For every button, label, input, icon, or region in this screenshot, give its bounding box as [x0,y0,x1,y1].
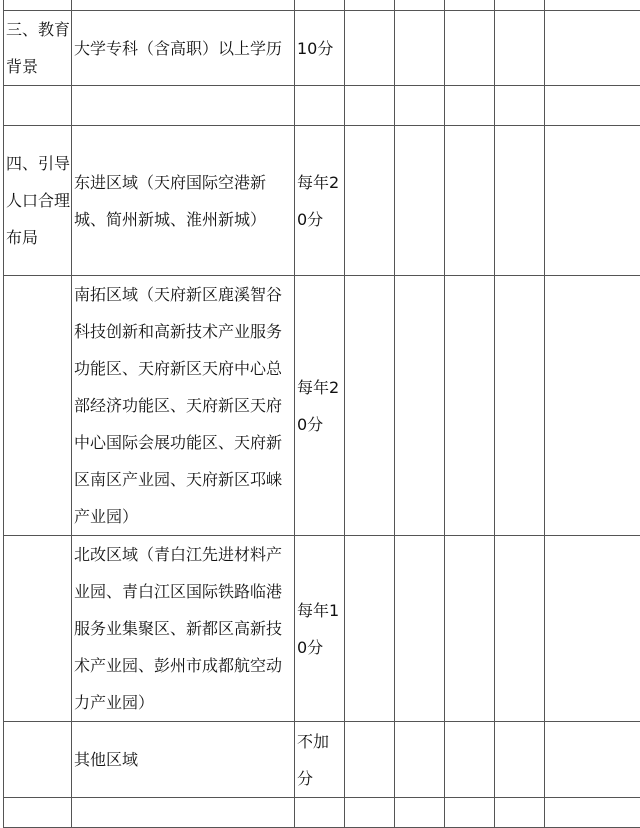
blank-cell [545,86,640,126]
score-cell: 不加分 [295,722,345,798]
blank-cell [345,536,395,722]
table-row [4,276,640,536]
category-cell [4,722,72,798]
score-cell [295,798,345,828]
blank-cell [395,0,445,11]
score-cell: 每年10分 [295,536,345,722]
blank-cell [495,798,545,828]
blank-cell [445,126,495,276]
item-cell [72,86,295,126]
score-cell [295,0,345,11]
blank-cell [445,0,495,11]
category-cell [4,798,72,828]
item-cell [72,798,295,828]
blank-cell [345,0,395,11]
table-row [4,11,640,86]
blank-cell [545,276,640,536]
blank-cell [495,11,545,86]
blank-cell [395,11,445,86]
table-row [4,86,640,126]
category-cell [4,276,72,536]
score-cell: 10分 [295,11,345,86]
table-row [4,536,640,722]
blank-cell [345,126,395,276]
blank-cell [495,86,545,126]
blank-cell [395,86,445,126]
category-cell [4,536,72,722]
blank-cell [495,276,545,536]
blank-cell [495,0,545,11]
blank-cell [545,0,640,11]
blank-cell [345,11,395,86]
table-row [4,0,640,11]
blank-cell [545,722,640,798]
blank-cell [445,11,495,86]
score-cell: 每年20分 [295,276,345,536]
table-row [4,126,640,276]
blank-cell [445,536,495,722]
blank-cell [445,276,495,536]
item-cell: 大学专科（含高职）以上学历 [72,11,295,86]
blank-cell [545,11,640,86]
blank-cell [445,722,495,798]
blank-cell [395,798,445,828]
item-cell: 东进区域（天府国际空港新城、简州新城、淮州新城） [72,126,295,276]
blank-cell [495,722,545,798]
policy-score-table [3,0,640,828]
category-cell [4,86,72,126]
blank-cell [395,536,445,722]
blank-cell [345,798,395,828]
blank-cell [495,536,545,722]
blank-cell [445,798,495,828]
blank-cell [545,126,640,276]
blank-cell [345,722,395,798]
blank-cell [345,276,395,536]
blank-cell [395,276,445,536]
blank-cell [545,536,640,722]
item-cell: 北改区域（青白江先进材料产业园、青白江区国际铁路临港服务业集聚区、新都区高新技术产业园、彭州市成都航空动力产业园） [72,536,295,722]
item-cell: 南拓区域（天府新区鹿溪智谷科技创新和高新技术产业服务功能区、天府新区天府中心总部经济功能区、天府新区天府中心国际会展功能区、天府新区南区产业园、天府新区邛崃产业园） [72,276,295,536]
category-cell [4,0,72,11]
blank-cell [345,86,395,126]
blank-cell [395,722,445,798]
item-cell: 其他区域 [72,722,295,798]
blank-cell [395,126,445,276]
category-cell: 四、引导人口合理布局 [4,126,72,276]
table-row [4,798,640,828]
blank-cell [495,126,545,276]
table-row [4,722,640,798]
blank-cell [545,798,640,828]
category-cell: 三、教育背景 [4,11,72,86]
blank-cell [445,86,495,126]
score-cell [295,86,345,126]
item-cell [72,0,295,11]
score-cell: 每年20分 [295,126,345,276]
